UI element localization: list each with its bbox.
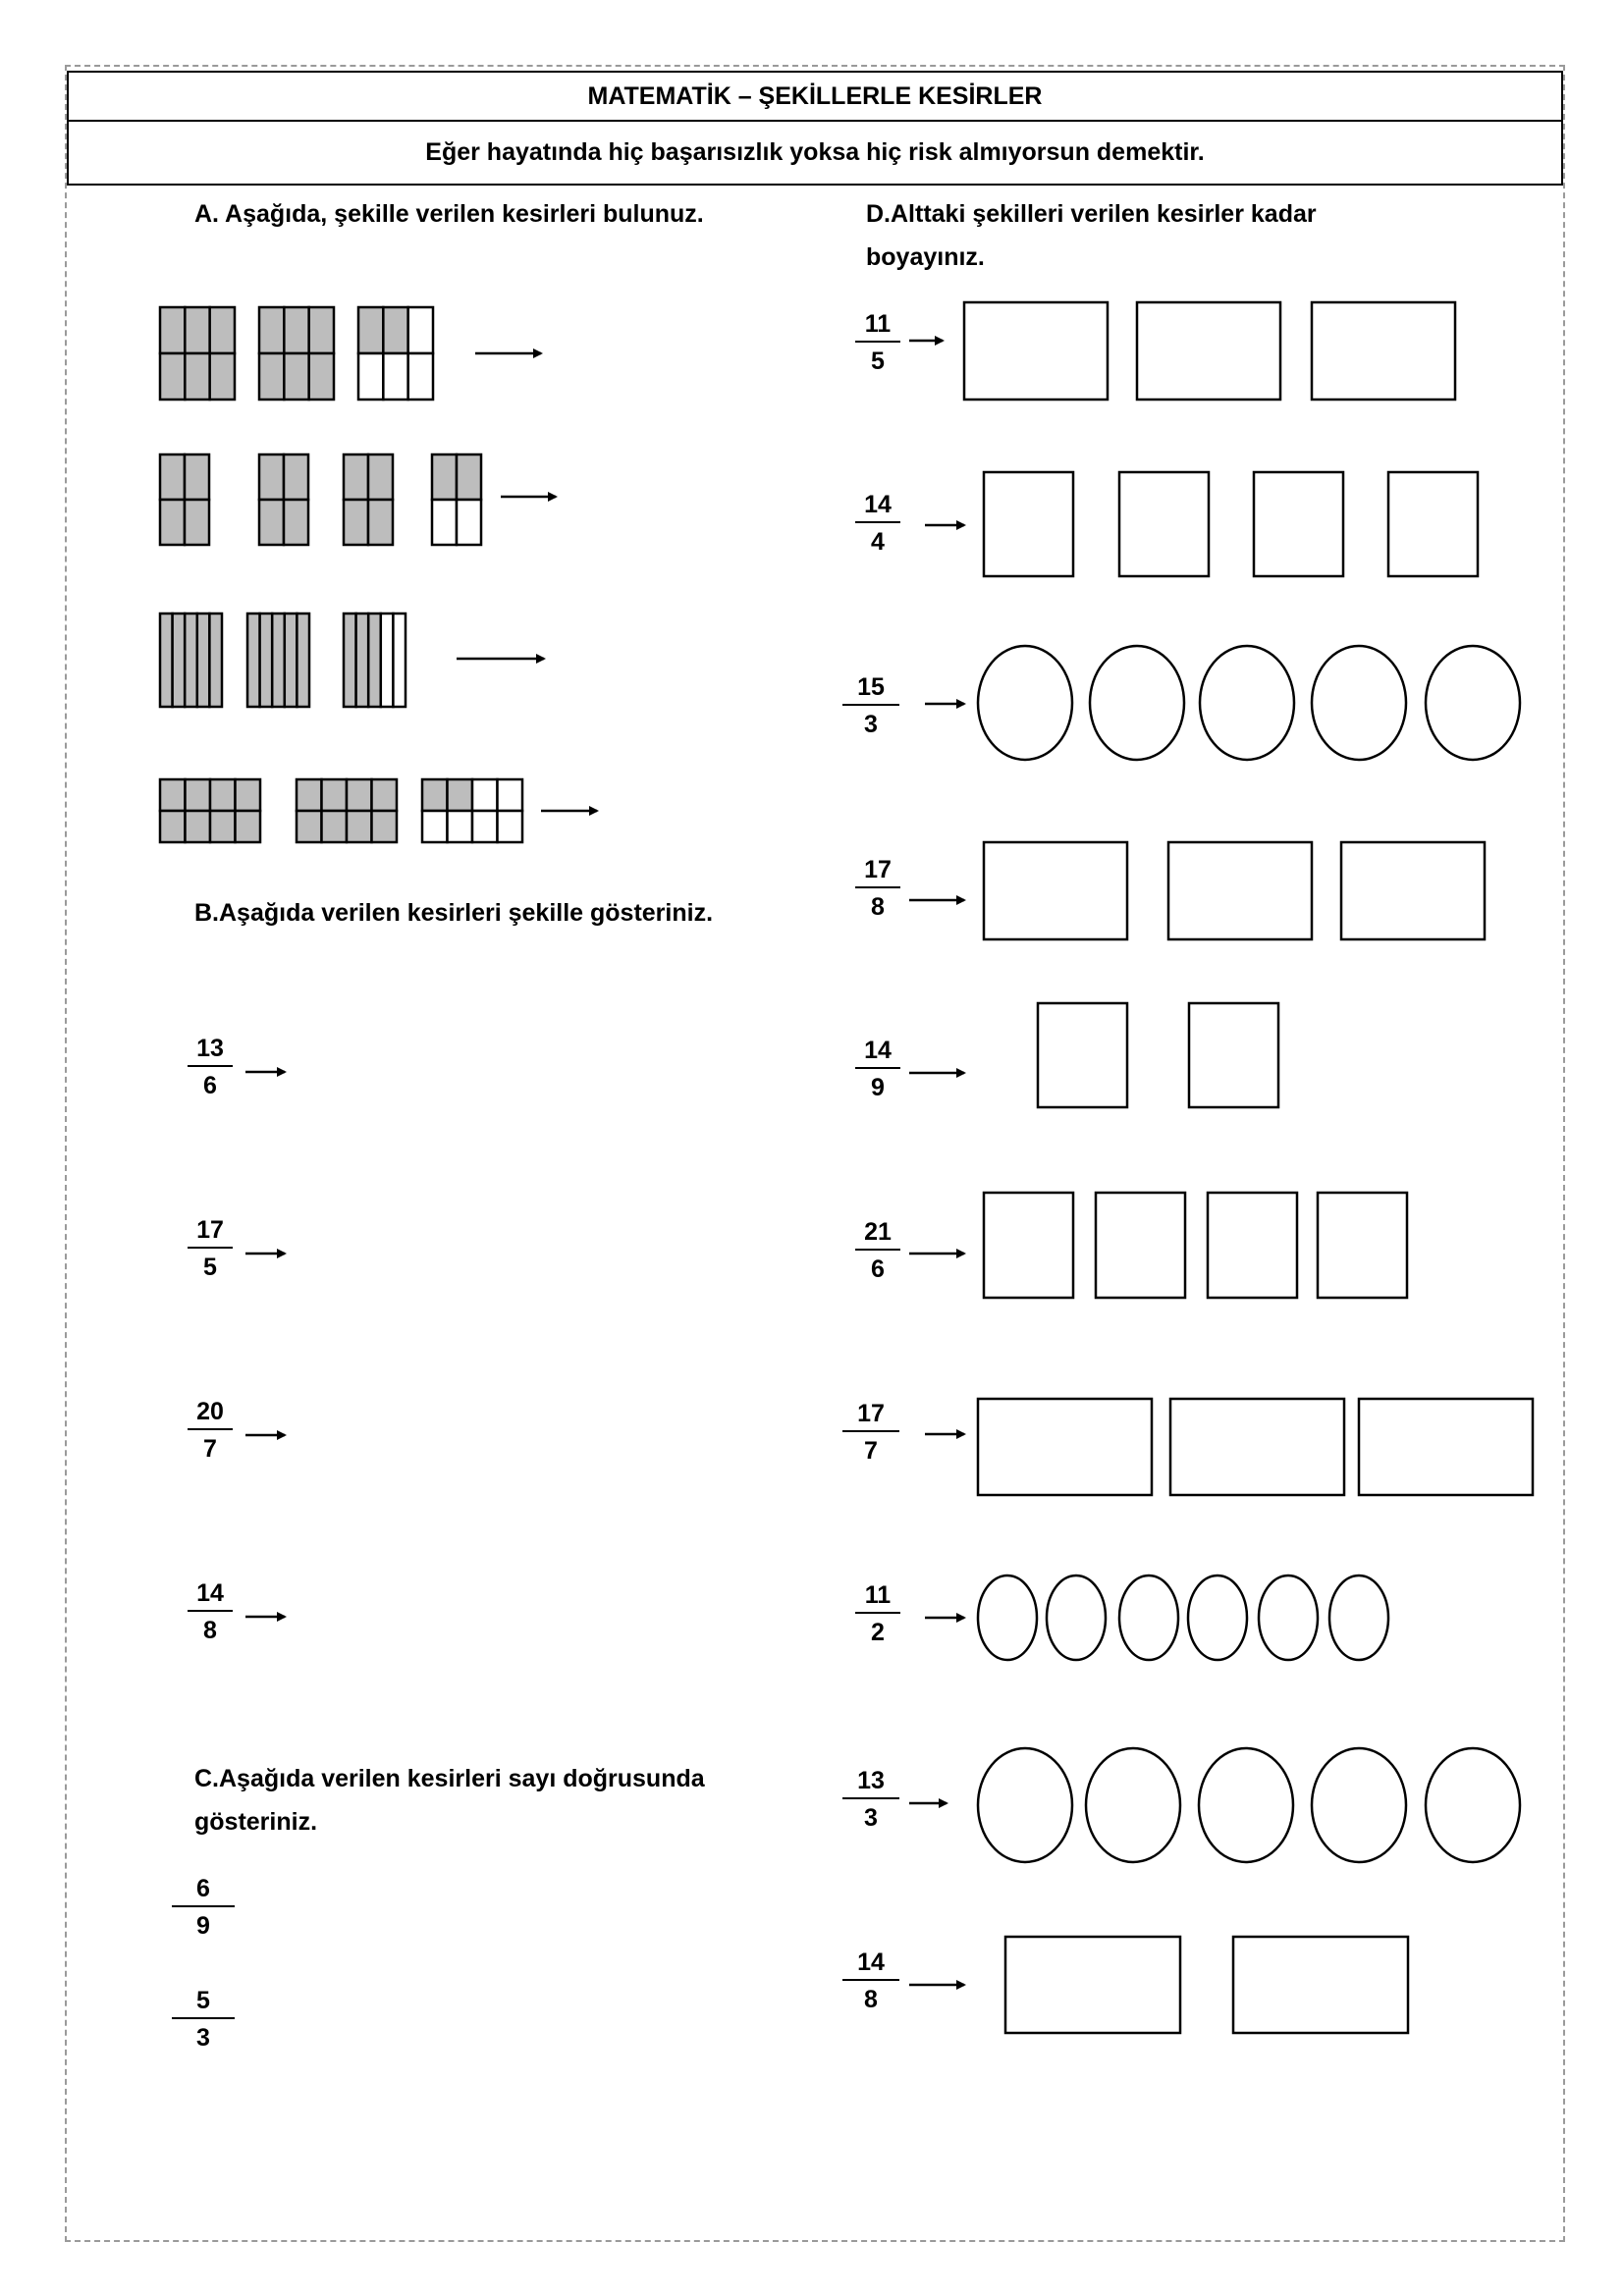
empty-ellipse-shape xyxy=(1426,1748,1520,1862)
fraction-model-shape xyxy=(160,779,260,842)
fraction-cell xyxy=(344,500,368,545)
motto-text: Eğer hayatında hiç başarısızlık yoksa hiç risk almıyorsun demektir. xyxy=(425,138,1205,166)
fraction-cell xyxy=(209,614,222,707)
denominator: 6 xyxy=(203,1072,217,1099)
empty-rectangle-shape xyxy=(984,842,1127,939)
title-text: MATEMATİK – ŞEKİLLERLE KESİRLER xyxy=(587,81,1043,110)
fraction-cell xyxy=(422,811,448,842)
fraction-cell xyxy=(309,307,334,353)
fraction-cell xyxy=(185,353,209,400)
fraction-cell xyxy=(259,500,284,545)
fraction-model-shape xyxy=(160,614,222,707)
fraction-cell xyxy=(185,307,209,353)
fraction-cell xyxy=(236,811,261,842)
fraction-cell xyxy=(259,454,284,500)
empty-rectangle-shape xyxy=(1005,1937,1180,2033)
fraction-cell xyxy=(186,779,211,811)
empty-ellipse-shape xyxy=(1047,1575,1106,1660)
denominator: 3 xyxy=(864,711,878,738)
fraction-cell xyxy=(272,614,285,707)
fraction-cell xyxy=(322,779,348,811)
fraction-cell xyxy=(160,614,173,707)
empty-rectangle-shape xyxy=(1119,472,1209,576)
section-a-figures xyxy=(160,307,522,842)
fraction-cell xyxy=(472,811,498,842)
numerator: 14 xyxy=(857,1949,885,1976)
empty-rectangle-shape xyxy=(964,302,1108,400)
numerator: 20 xyxy=(196,1398,224,1425)
fraction-cell xyxy=(259,307,284,353)
fraction-cell xyxy=(472,779,498,811)
denominator: 8 xyxy=(203,1617,217,1644)
empty-ellipse-shape xyxy=(978,1748,1072,1862)
fraction-cell xyxy=(344,454,368,500)
empty-rectangle-shape xyxy=(1208,1193,1297,1298)
empty-ellipse-shape xyxy=(1312,1748,1406,1862)
fraction-cell xyxy=(356,614,369,707)
fraction-cell xyxy=(372,811,398,842)
fraction-cell xyxy=(448,811,473,842)
empty-rectangle-shape xyxy=(1318,1193,1407,1298)
fraction-cell xyxy=(408,353,433,400)
section-b-heading: B.Aşağıda verilen kesirleri şekille gösteriniz. xyxy=(194,899,714,927)
fraction-model-shape xyxy=(247,614,309,707)
fraction-cell xyxy=(284,307,308,353)
fraction-cell xyxy=(173,614,186,707)
fraction-cell xyxy=(432,500,457,545)
fraction-model-shape xyxy=(259,307,334,400)
fraction-cell xyxy=(210,353,235,400)
denominator: 8 xyxy=(864,1986,878,2013)
section-c-heading-line-2: gösteriniz. xyxy=(194,1808,318,1836)
numerator: 13 xyxy=(196,1035,224,1062)
empty-ellipse-shape xyxy=(1188,1575,1247,1660)
fraction-model-shape xyxy=(358,307,433,400)
denominator: 3 xyxy=(864,1804,878,1832)
numerator: 17 xyxy=(196,1216,224,1244)
empty-ellipse-shape xyxy=(1312,646,1406,760)
fraction-model-shape xyxy=(259,454,308,545)
fraction-cell xyxy=(247,614,260,707)
fraction-cell xyxy=(185,500,209,545)
denominator: 5 xyxy=(871,347,885,375)
fraction-cell xyxy=(322,811,348,842)
fraction-cell xyxy=(284,353,308,400)
fraction-cell xyxy=(368,500,393,545)
empty-rectangle-shape xyxy=(984,472,1073,576)
numerator: 11 xyxy=(864,310,892,338)
numerator: 17 xyxy=(857,1400,885,1427)
fraction-cell xyxy=(210,811,236,842)
fraction-cell xyxy=(160,811,186,842)
denominator: 8 xyxy=(871,893,885,921)
empty-rectangle-shape xyxy=(1312,302,1455,400)
denominator: 7 xyxy=(864,1437,878,1465)
fraction-cell xyxy=(347,811,372,842)
fraction-cell xyxy=(160,779,186,811)
fraction-cell xyxy=(347,779,372,811)
fraction-cell xyxy=(185,454,209,500)
fraction-model-shape xyxy=(422,779,522,842)
empty-rectangle-shape xyxy=(978,1399,1152,1495)
section-a-heading: A. Aşağıda, şekille verilen kesirleri bulunuz. xyxy=(194,200,704,228)
section-d-heading-line-2: boyayınız. xyxy=(866,243,985,271)
fraction-cell xyxy=(285,614,298,707)
fraction-cell xyxy=(372,779,398,811)
fraction-cell xyxy=(185,614,197,707)
empty-ellipse-shape xyxy=(978,1575,1037,1660)
empty-ellipse-shape xyxy=(978,646,1072,760)
arrows xyxy=(245,341,964,1985)
numerator: 14 xyxy=(196,1579,224,1607)
numerator: 6 xyxy=(196,1875,210,1902)
empty-ellipse-shape xyxy=(1200,646,1294,760)
denominator: 7 xyxy=(203,1435,217,1463)
fraction-cell xyxy=(457,500,481,545)
denominator: 5 xyxy=(203,1254,217,1281)
section-c-heading-line-1: C.Aşağıda verilen kesirleri sayı doğrusunda xyxy=(194,1765,705,1792)
fraction-cell xyxy=(297,779,322,811)
fraction-cell xyxy=(422,779,448,811)
fraction-cell xyxy=(260,614,273,707)
fraction-cell xyxy=(284,500,308,545)
denominator: 9 xyxy=(871,1074,885,1101)
empty-ellipse-shape xyxy=(1119,1575,1178,1660)
empty-rectangle-shape xyxy=(1233,1937,1408,2033)
fraction-model-shape xyxy=(432,454,481,545)
empty-rectangle-shape xyxy=(1170,1399,1344,1495)
fraction-cell xyxy=(381,614,394,707)
fraction-model-shape xyxy=(297,779,397,842)
empty-ellipse-shape xyxy=(1090,646,1184,760)
fraction-model-shape xyxy=(160,454,209,545)
numerator: 11 xyxy=(864,1581,892,1609)
fraction-cell xyxy=(368,454,393,500)
empty-ellipse-shape xyxy=(1086,1748,1180,1862)
empty-ellipse-shape xyxy=(1199,1748,1293,1862)
fraction-cell xyxy=(383,353,407,400)
empty-rectangle-shape xyxy=(1254,472,1343,576)
fraction-cell xyxy=(408,307,433,353)
empty-rectangle-shape xyxy=(1096,1193,1185,1298)
numerator: 14 xyxy=(864,491,892,518)
denominator: 4 xyxy=(871,528,885,556)
numerator: 13 xyxy=(857,1767,885,1794)
fraction-cell xyxy=(498,779,523,811)
fraction-cell xyxy=(210,779,236,811)
fraction-cell xyxy=(309,353,334,400)
numerator: 15 xyxy=(857,673,885,701)
fraction-cell xyxy=(344,614,356,707)
fraction-cell xyxy=(358,307,383,353)
fraction-cell xyxy=(160,454,185,500)
fraction-cell xyxy=(236,779,261,811)
fraction-cell xyxy=(448,779,473,811)
numerator: 21 xyxy=(864,1218,892,1246)
fraction-cell xyxy=(358,353,383,400)
empty-ellipse-shape xyxy=(1259,1575,1318,1660)
denominator: 3 xyxy=(196,2024,210,2052)
section-d-heading-line-1: D.Alttaki şekilleri verilen kesirler kadar xyxy=(866,200,1317,228)
denominator: 6 xyxy=(871,1255,885,1283)
fraction-cell xyxy=(297,614,309,707)
numerator: 5 xyxy=(196,1987,210,2014)
fraction-cell xyxy=(368,614,381,707)
fraction-cell xyxy=(210,307,235,353)
empty-rectangle-shape xyxy=(1038,1003,1127,1107)
fraction-cell xyxy=(197,614,210,707)
empty-ellipse-shape xyxy=(1426,646,1520,760)
fraction-cell xyxy=(259,353,284,400)
fraction-model-shape xyxy=(160,307,235,400)
fraction-cell xyxy=(297,811,322,842)
empty-rectangle-shape xyxy=(1341,842,1485,939)
numerator: 14 xyxy=(864,1037,892,1064)
denominator: 2 xyxy=(871,1619,885,1646)
fraction-cell xyxy=(186,811,211,842)
fraction-cell xyxy=(393,614,406,707)
empty-ellipse-shape xyxy=(1329,1575,1388,1660)
section-d-figures xyxy=(964,302,1533,2033)
fraction-cell xyxy=(498,811,523,842)
fraction-cell xyxy=(457,454,481,500)
fraction-model-shape xyxy=(344,454,393,545)
empty-rectangle-shape xyxy=(1388,472,1478,576)
fraction-cell xyxy=(160,500,185,545)
denominator: 9 xyxy=(196,1912,210,1940)
fraction-cell xyxy=(160,307,185,353)
fraction-cell xyxy=(383,307,407,353)
fraction-model-shape xyxy=(344,614,406,707)
fraction-cell xyxy=(160,353,185,400)
fraction-cell xyxy=(432,454,457,500)
empty-rectangle-shape xyxy=(984,1193,1073,1298)
fraction-cell xyxy=(284,454,308,500)
numerator: 17 xyxy=(864,856,892,883)
empty-rectangle-shape xyxy=(1189,1003,1278,1107)
empty-rectangle-shape xyxy=(1137,302,1280,400)
empty-rectangle-shape xyxy=(1359,1399,1533,1495)
empty-rectangle-shape xyxy=(1168,842,1312,939)
